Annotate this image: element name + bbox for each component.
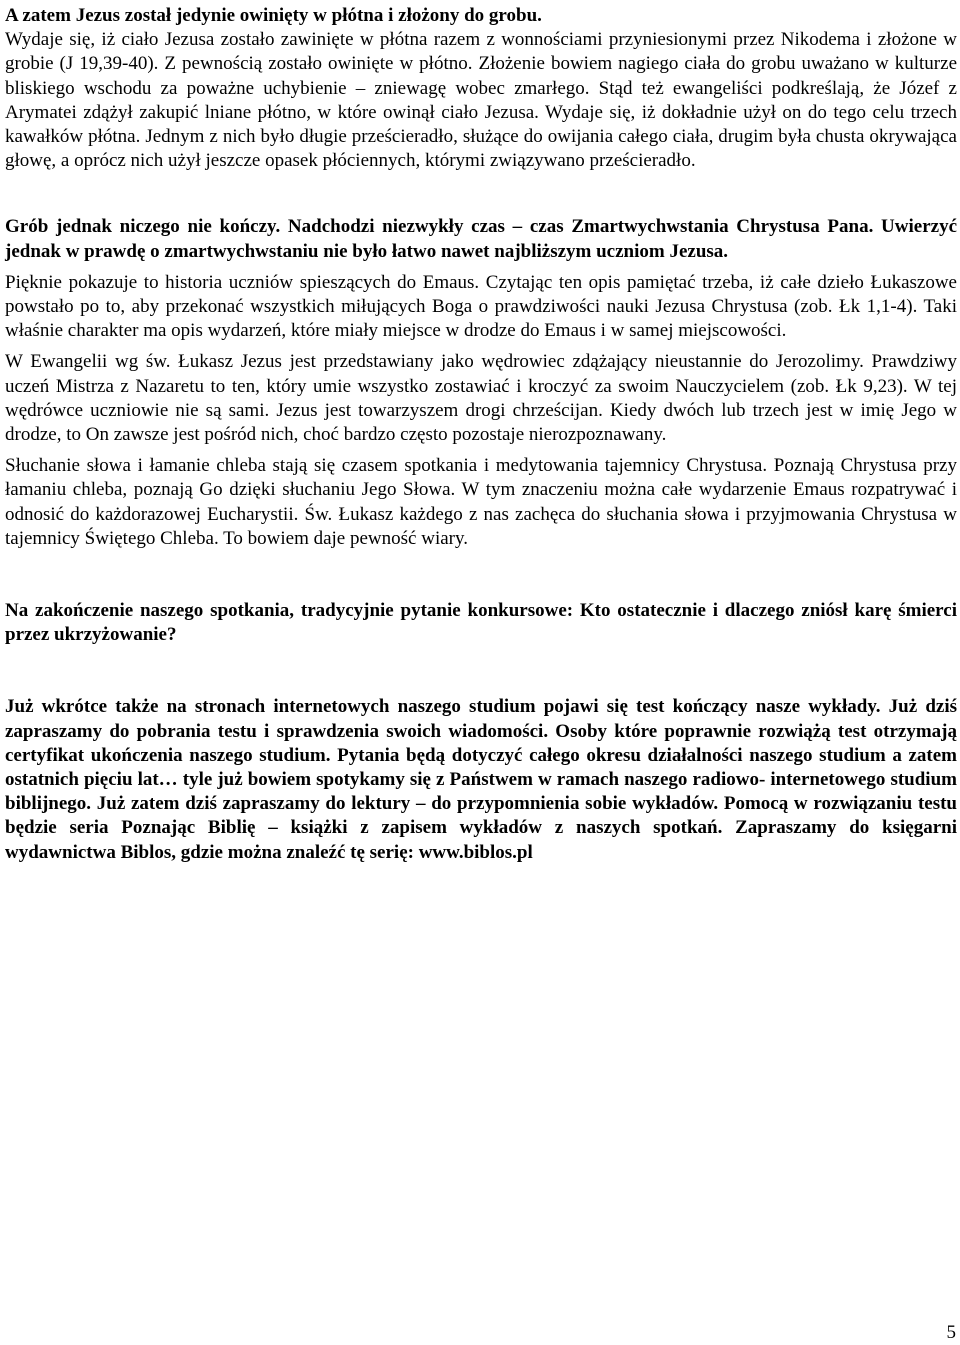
paragraph-emmaus-story: Pięknie pokazuje to historia uczniów spieszących do Emaus. Czytając ten opis pamiętać trzeba, iż całe dzieło Łukaszowe powstało po to, aby przekonać wszystkich miłujących Boga o prawdziwości nauki Jezusa Chrystusa (zob. Łk 1,1-4). Taki właśnie charakter ma opis wydarzeń, które miały miejsce w drodze do Emaus i w samej miejscowości. [5,271,957,342]
section-heading: A zatem Jezus został jedynie owinięty w płótna i złożony do grobu. [5,5,542,26]
contest-question: Na zakończenie naszego spotkania, tradycyjnie pytanie konkursowe: Kto ostatecznie i dlaczego zniósł karę śmierci przez ukrzyżowanie? [5,600,957,646]
paragraph-wanderer: W Ewangelii wg św. Łukasz Jezus jest przedstawiany jako wędrowiec zdążający nieustannie do Jerozolimy. Prawdziwy uczeń Mistrza z Nazaretu to ten, który umie wszystko zostawiać i kroczyć za swoim Nauczycielem (zob. Łk 9,23). W tej wędrówce uczniowie nie są sami. Jezus jest towarzyszem drogi chrześcijan. Kiedy dwóch lub trzech jest w imię Jego w drodze, to On zawsze jest pośród nich, choć bardzo często pozostaje nierozpoznawany. [5,351,957,446]
page-number: 5 [946,1322,956,1343]
paragraph-resurrection: Grób jednak niczego nie kończy. Nadchodzi niezwykły czas – czas Zmartwychwstania Chrystusa Pana. Uwierzyć jednak w prawdę o zmartwychwstaniu nie było łatwo nawet najbliższym uczniom Jezusa. [5,216,957,262]
paragraph-burial-cloths: Wydaje się, iż ciało Jezusa zostało zawinięte w płótna razem z wonnościami przyniesionymi przez Nikodema i złożone w grobie (J 19,39-40). Z pewnością zostało owinięte w płótno. Złożenie bowiem nagiego ciała do grobu uważano w kulturze bliskiego wschodu za poważne uchybienie – zniewagę wobec zmarłego. Stąd też ewangeliści podkreślają, że Józef z Arymatei zdążył zakupić lniane płótno, w które owinął ciało Jezusa. Wydaje się, iż dokładnie użył on do tego celu trzech kawałków płótna. Jednym z nich było długie prześcieradło, służące do owijania całego ciała, drugim była chusta okrywająca głowę, a oprócz nich użył jeszcze opasek płóciennych, którymi związywano prześcieradło. [5,29,957,172]
test-announcement: Już wkrótce także na stronach internetowych naszego studium pojawi się test kończący nasze wykłady. Już dziś zapraszamy do pobrania testu i sprawdzenia swoich wiadomości. Osoby które poprawnie rozwiążą test otrzymają certyfikat ukończenia naszego studium. Pytania będą dotyczyć całego okresu działalności naszego studium a zatem ostatnich pięciu lat… tyle już bowiem spotykamy się z Państwem w ramach naszego radiowo- internetowego studium biblijnego. Już zatem dziś zapraszamy do lektury – do przypomnienia sobie wykładów. Pomocą w rozwiązaniu testu będzie seria Poznając Biblię – książki z zapisem wykładów z naszych spotkań. Zapraszamy do księgarni wydawnictwa Biblos, gdzie można znaleźć tę serię: www.biblos.pl [5,696,957,863]
document-body [5,4,957,865]
paragraph-word-and-bread: Słuchanie słowa i łamanie chleba stają się czasem spotkania i medytowania tajemnicy Chrystusa. Poznają Chrystusa przy łamaniu chleba, poznają Go dzięki słuchaniu Jego Słowa. W tym znaczeniu można całe wydarzenie Emaus rozpatrywać i odnosić do każdorazowej Eucharystii. Św. Łukasz każdego z nas zachęca do słuchania słowa i przyjmowania Chrystusa w tajemnicy Świętego Chleba. To bowiem daje pewność wiary. [5,455,957,549]
